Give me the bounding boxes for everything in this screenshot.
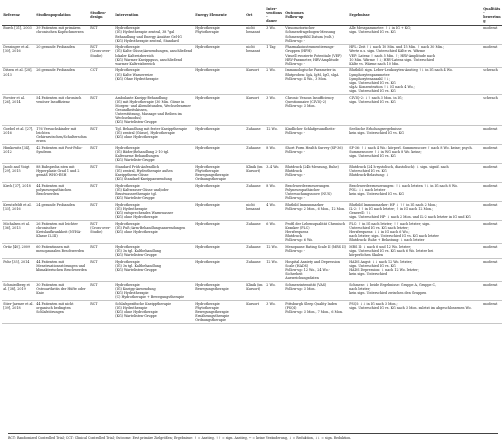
cell-duration: 2 Wo.	[266, 68, 276, 73]
cell-results: PLC: ↑ in IG nach letzter; ↑↑ nach letzter; sign. Unterschied IG vs. KG nach letzter; Herzfrequenz: ↓↓ in IG nach 6 Wo.; nach letzter; sign. Unterschied IG vs. KG nach letzter Blutdruck: Ruhe + Belastung: ↓ nach letzter	[349, 221, 439, 243]
column-header-population: Studienpopulation	[35, 6, 89, 25]
cell-quality: moderat	[483, 45, 498, 50]
cell-design: RCT (Cross-over-Studie)	[90, 221, 111, 234]
cell-population: 39 Patienten mit primären chronischen Kopfschmerzen	[36, 26, 84, 35]
cell-duration: 8 Wo.	[266, 183, 276, 188]
cell-population: 44 Patienten mit polyneuropathischen Beschwerden	[36, 183, 72, 196]
cell-duration: 2 Wo.	[266, 282, 276, 287]
column-header-quality: Qualitäts- bewertung	[483, 7, 501, 24]
table-footnote: RCT: Randomized Controlled Trial; CCT: Clinical Controlled Trial; Outcome: Erst primäre Zielgrößen; Ergebnisse: ↑ = Anstieg, ↑↑ = sign. Anstieg, ↔ = keine Veränderung, ↓ = Reduktion, ↓↓ = sign. Reduktion.	[8, 433, 498, 440]
cell-intervention: Hydrotherapie (IG) Hydrotherapie zentral, 38 °gal Behandlung und Energy Ansätze Gel-IG (KG) Hydrotherapie zentral, Standard	[115, 26, 182, 43]
column-header-results: Ergebnisse	[348, 6, 482, 25]
cell-outcomes: Visuomotorischer Schmerzfragebogen-Messung Schmerzgefühl Datum (volt.) Follow-up: -	[285, 26, 336, 43]
cell-duration: 8 Wo.	[266, 145, 276, 150]
cell-intervention: Hydrotherapie (IG) Hydrotherapie (KG) entsprechendes Warmwasser (KG) ohne Hydrotherapie	[115, 202, 174, 219]
cell-outcomes: Beschwerdeerneuerungen Polyneuropathischer Untersuchungsscore (NUS) Follow-up: -	[285, 183, 332, 201]
cell-design: CCT	[90, 68, 98, 73]
cell-design: RCT	[90, 202, 98, 207]
cell-elements: Hydrotherapie	[195, 68, 220, 73]
cell-outcomes: Chronic Venous Insufficiency Questionnaire (CIVIQ-2) Follow-up: 3 Mon.	[285, 95, 334, 108]
cell-population: 176 Versuchskinder mit leichten Gehirnrutschen/Schulterschmerzen	[36, 126, 87, 144]
cell-elements: Hydrotherapie	[195, 202, 220, 207]
table-row	[2, 281, 502, 300]
cell-elements: Hydrotherapie Phytotherapie	[195, 26, 220, 35]
table-row	[2, 243, 502, 258]
table-row	[2, 182, 502, 201]
table-row	[2, 94, 502, 125]
cell-population: 26 Patienten mit leichter chronischer Kreislaufkrankheit (NYHA-Klasse II–III)	[36, 221, 82, 238]
cell-outcomes: Schmerzintensität (VAS) Follow-up: 3 Mon.	[285, 282, 327, 291]
column-header-reference: Referenz	[2, 6, 35, 25]
cell-location: Zuhause	[246, 145, 261, 150]
cell-location: Kursort	[246, 95, 259, 100]
cell-location: Klinik (im Kursort)	[246, 164, 263, 173]
cell-elements: Hydrotherapie	[195, 221, 220, 226]
cell-population: 60 Patientinnen mit menopausalen Beschwerden	[36, 244, 85, 253]
cell-reference: Pohr [35], 2014	[3, 259, 30, 264]
cell-population: 88 Babsproba nten mit Hyperplasie Grad 1 und 2 gemäß WHO-ESH	[36, 164, 80, 177]
cell-intervention: Hydrotherapie (IG) 3x tgl. Kaltbehandlung (KG) Wartelisten-Gruppe	[115, 259, 162, 272]
cell-location: nicht benannt	[246, 45, 261, 54]
table-row	[2, 300, 502, 323]
cell-duration: 12 Wo.	[266, 244, 278, 249]
cell-elements: Hydrotherapie	[195, 95, 220, 100]
cell-design: RCT	[90, 301, 98, 306]
cell-results: Schmerz: ↓ beide Ergebnisse: Gruppe A, Gruppe C, nach letzter; kein sign. Unterschied zwischen den Gruppen	[349, 282, 436, 295]
cell-design: RCT	[90, 183, 98, 188]
cell-intervention: Hydrotherapie (IG) Kalte Wasserreize (KG) Ohne Hydrotherapie	[115, 68, 159, 81]
cell-location: Kursort	[246, 301, 259, 306]
cell-quality: moderat	[483, 164, 498, 169]
cell-quality: moderat	[483, 126, 498, 131]
cell-reference: Forster et al. [26], 2014	[3, 95, 25, 104]
cell-intervention: Hydrotherapie (IG) Kaltwasser-Güsse und/oder Brustwassertherapie tgl. (KG) Warteliste-Gruppe	[115, 183, 169, 201]
cell-outcomes: Hospital Anxiety and Depression Scale (HADS) Follow-up: 12 Wo., 24 Wo.-Sicherheit Ausweichungsdaten	[285, 259, 341, 280]
cell-design: RCT	[90, 126, 98, 131]
cell-duration: 4 Wo.	[266, 202, 276, 207]
table-row	[2, 145, 502, 164]
cell-elements: Hydrotherapie	[195, 45, 220, 50]
table-header	[2, 6, 502, 25]
column-header-duration: Inter- ventions- dauer	[265, 6, 284, 25]
column-header-intervention: Intervention	[114, 6, 194, 25]
cell-design: RCT	[90, 145, 98, 150]
cell-quality: moderat	[483, 26, 498, 31]
cell-location: Zuhause	[246, 126, 261, 131]
cell-quality: moderat	[483, 259, 498, 264]
cell-design: RCT	[90, 259, 98, 264]
cell-results: Alle Messparameter: ↑↓ in IG + KG; sign. Unterschied IG vs. KG	[349, 26, 412, 35]
cell-quality: moderat	[483, 183, 498, 188]
cell-duration: 3 Wo.	[266, 95, 276, 100]
cell-results: Blutbild: sign. Leber-Leukozyten-Anstieg ↑↓ in IG nach 4 Wo. Lymphozytenparameter: Lymphozytenanzahl ↑↓; sign. Unterschied IG vs. KG sIgA: Konzentration ↑↓ IG nach 4 Wo.; sign. Unterschied IG vs. KG	[349, 68, 453, 93]
cell-results: MRS II: ↓ nach 6 und 12 Wo. letzter; sign. Unterschied IG vs. KG nach 6 Wo. letzter bei körperlichen Skalen	[349, 244, 434, 257]
cell-outcomes: Short Form Health Survey (SF-36) Follow-up: -	[285, 145, 343, 154]
cell-design: RCT	[90, 282, 98, 287]
table-row	[2, 163, 502, 182]
cell-duration: 6 Wo.	[266, 221, 276, 226]
cell-elements: Hydrotherapie	[195, 183, 220, 188]
cell-population: 30 Patienten mit Osteoarthritis der Hüfte oder Knie	[36, 282, 86, 295]
cell-design: RCT	[90, 164, 98, 169]
cell-location: Zuhause	[246, 183, 261, 188]
table-row	[2, 25, 502, 44]
table-body	[2, 25, 502, 323]
cell-location: nicht benannt	[246, 202, 261, 211]
cell-location: nicht benannt	[246, 26, 261, 35]
cell-intervention: Hydrotherapie (IG) 3x tgl. Kaltbehandlung (KG) Wartelisten-Gruppe	[115, 244, 162, 257]
cell-outcomes: Menopause Rating Scale II (MRS II) Follow-up: -	[285, 244, 346, 253]
cell-population: 26 gesunde Probanden	[36, 68, 75, 73]
cell-reference: Himkowitz [34], 2012	[3, 145, 31, 154]
cell-outcomes: Kindlicher Schlafgesundheits- Follow-up: -	[285, 126, 336, 135]
cell-quality: moderat	[483, 221, 498, 226]
cell-intervention: Hydrotherapie (IG) Fuß-/Arm-Behandlungsanwendungen (KG) ohne Hydrotherapie	[115, 221, 186, 234]
cell-intervention: Standard Früh-Anfendlich (IG) zentral, Hydrotherapie außen Kneipptherm-Güsse (KG) Standard-Kneippanwendung	[115, 164, 173, 182]
cell-outcomes: Immunologische Parameter in Blutproben: IgA, IgM, IgG, sIgA Follow-up: 4 Wo., 3 Mon.	[285, 68, 339, 81]
table-row	[2, 201, 502, 220]
cell-results: PSQI: ↓↓ in IG nach 3 Mon.; sign. Unterschied IG vs. KG nach 3 Mon. zuletzt im abgeschlossenen Wo.	[349, 301, 472, 310]
cell-reference: Schmiedberg et al. [38], 2019	[3, 282, 30, 291]
cell-results: SF-36: ↑↓ nach 4 Wo.: körperl. Summenscore ↑ nach 8 Wo. keine; psych. Summenscore ↑↓ in WG nach 8 Wo. keine; sign. Unterschied IG vs. KG	[349, 145, 473, 158]
cell-quality: moderat	[483, 244, 498, 249]
study-table	[2, 6, 502, 324]
cell-elements: Hydrotherapie	[195, 244, 220, 249]
cell-reference: Jacob and Voigt [29], 2015	[3, 164, 30, 173]
cell-results: Beschwerdeerneuerungen: ↑↓ nach letzten ↑↓ in IG nach 8 Wo. POL: ↓↓ nach letzter kein sign. Unterschied IG vs. KG	[349, 183, 458, 196]
table-row	[2, 220, 502, 243]
column-header-outcomes: Outcomes Follow-up	[284, 6, 348, 25]
cell-reference: Dessinger et al. [30], 2016	[3, 45, 30, 54]
cell-quality: moderat	[483, 145, 498, 150]
cell-results: Seelische Erholungsergebnisse kein sign. Unterschied IG vs. KG	[349, 126, 404, 135]
cell-reference: Stier-Jarmer et al. [39], 2018	[3, 301, 34, 310]
cell-intervention: Ambulante Kneipp-Behandlung (IG) mit Hydrotherapie (30 Min. Güsse in Morgen- und Abendstunden, Wechselwarmer Gesundheitskissen, Unterstützung, Massage und Reiben im Wechselmodus) (KG) Wartelisten-Gruppe	[115, 95, 191, 125]
cell-intervention: Hydrotherapie (IG) Bäder/Behandlung 2-10 tgl. Kaltwarme Behandlungen (KG) Warteliste-Gruppe	[115, 145, 170, 163]
cell-results: Blutdruck (24 h-systolisch, diastolisch): ↓ sign. signif. nach Unterschied IG vs. KG Blutdruck-Belastung: ↓	[349, 164, 449, 177]
cell-duration: 12 Wo.	[266, 259, 278, 264]
cell-reference: Goebel et al. [27], 2016	[3, 126, 34, 135]
cell-population: 44 Patienten mit Menstruationsstörungen und klimakterischen Beschwerden	[36, 259, 87, 272]
cell-design: RCT (Cross-over-Studie)	[90, 45, 111, 58]
cell-population: 44 Patienten mit nicht organisch bedingten Schlafstörungen	[36, 301, 74, 314]
cell-population: 42 Patienten mit Post-Polio-Syndrom	[36, 145, 83, 154]
cell-elements: Hydrotherapie	[195, 259, 220, 264]
cell-reference: Ortiz [40], 2009	[3, 244, 30, 249]
cell-intervention: Hydrotherapie (IG) Kneipp-Anwendung (KG) Hydrotherapie (C) Hydrotherapie + Bewegungstherapie	[115, 282, 185, 299]
cell-quality: schwach	[483, 68, 498, 73]
cell-reference: Kreutzfeldt et al. [33], 2016	[3, 202, 32, 211]
cell-outcomes: Blutbild Immunmarker Follow-up: 2 Mon., 6 Mon., 12 Mon.	[285, 202, 346, 211]
cell-quality: moderat	[483, 202, 498, 207]
cell-outcomes: Blutdruck (24h-Messung, Ruhe) Blutdruck Follow-up: -	[285, 164, 339, 177]
table-row	[2, 67, 502, 94]
cell-quality: moderat	[483, 282, 498, 287]
cell-outcomes: Profil der Lebensqualität Chronisch Kranker (PLC) Herzfrequenz Blutdruck Follow-up: 6 Wo.	[285, 221, 346, 243]
cell-outcomes: Pharmakoinstrumentierungs-Gruppen (HPH) Visuell evozierte Potentiale (VEP) HRV-Parameter, HRV-Amplitude Follow-up: -	[285, 45, 342, 66]
cell-location: Zuhause	[246, 259, 261, 264]
cell-intervention: Hydrotherapie (IG) Kalte Güsse/Anwendungen, anschließend lokaler Kaltreizbereich (KG) Warmer Kneippguss, anschließend warmer Kaltreizbereich	[115, 45, 193, 66]
cell-results: CIVIQ-2: ↓↑ nach 3 Mon. in IG; sign. Unterschied IG vs. KG	[349, 95, 403, 104]
cell-quality: moderat	[483, 301, 498, 306]
column-header-location: Ort	[245, 6, 265, 25]
cell-results: HPL: Zeit ↑↓ nach 10 Min. und 15 Min. ↑ nach 30 Min.; Werte n.s. sign. Unterschied Kälte vs. Wärme VEP: Latenz ↑ nach 5 Min. ↑; HRV-Amplitude nach 10 Min. Wärme ↑↓; HRV-Latenz sign. Unterschied Kälte vs. Wärme nach 10 Min.	[349, 45, 445, 66]
table-row	[2, 258, 502, 281]
cell-location: Zuhause	[246, 244, 261, 249]
cell-intervention: Schlafspezifische Kneipptherapie (IG) Hydrotherapie (KG) ohne Hydrotherapie (KG) Wartelisten-Gruppe	[115, 301, 172, 318]
cell-duration: 3–4 Wo.	[266, 164, 280, 169]
cell-duration: 3 Wo.	[266, 26, 276, 31]
column-header-design: Studien- design	[89, 6, 114, 25]
cell-reference: Michalsen et al. [36], 2013	[3, 221, 30, 230]
cell-elements: Hydrotherapie	[195, 126, 220, 131]
cell-results: Blutbild Immunmarker: HP ↓ ↑↑ in IG nach 2 Mon.; IL-2: ↑↑ in IG nach letzter; ↑ in IG nach 12 Mon.; Generell: ↑↓ sign. Unterschied HP- ↓ nach 2 Mon. und IL-2 nach letzter in IG und KG	[349, 202, 471, 219]
header-row	[2, 6, 502, 25]
cell-duration: 3 Wo.	[266, 301, 276, 306]
column-header-elements: Energy Elemente	[194, 6, 245, 25]
cell-design: RCT	[90, 26, 98, 31]
cell-reference: Ditzen et al. [28], 2013	[3, 68, 33, 77]
cell-elements: Hydrotherapie Bewegungstherapie	[195, 282, 229, 291]
table-row	[2, 44, 502, 67]
cell-location: Kursort	[246, 68, 259, 73]
cell-elements: Hydrotherapie Phytotherapie Bewegungstherapie Ordnungstherapie	[195, 164, 229, 182]
cell-reference: Kirch [37], 2018	[3, 183, 31, 188]
cell-results: HADS Angst: ↓↓ nach 12 Wo. letzter; sign. Unterschied IG vs. KG HADS Depression: ↓ nach 12 Wo. letzter; kein sign. Unterschied	[349, 259, 419, 276]
cell-outcomes: Pittsburgh Sleep Quality Index (PSQI) Follow-up: 3 Mon., 7 Mon., 6 Mon.	[285, 301, 344, 314]
cell-population: 54 Patienten mit chronisch venöser Insuffizienz	[36, 95, 82, 104]
cell-duration: 12 Wo.	[266, 126, 278, 131]
cell-population: 20 gesunde Probanden	[36, 45, 75, 50]
cell-duration: 1 Tag	[266, 45, 276, 50]
cell-design: RCT	[90, 95, 98, 100]
cell-quality: schwach	[483, 95, 498, 100]
cell-intervention: Tgl. Behandlung mit fester Kneipptherapie (IG) zentral (Güsse), Hydrotherapie (KG) ohne Hydrotherapie	[115, 126, 188, 140]
cell-reference: Burch [31], 2003	[3, 26, 32, 31]
cell-elements: Hydrotherapie	[195, 145, 220, 150]
cell-elements: Hydrotherapie Phytotherapie Bewegungstherapie Ernährungstherapie Ordnungstherapie	[195, 301, 230, 323]
cell-design: RCT	[90, 244, 98, 249]
cell-location: Klinik (im Kursort)	[246, 282, 263, 291]
table-row	[2, 126, 502, 145]
cell-location: Zuhause	[246, 221, 261, 226]
cell-population: 24 gesunde Probanden	[36, 202, 75, 207]
